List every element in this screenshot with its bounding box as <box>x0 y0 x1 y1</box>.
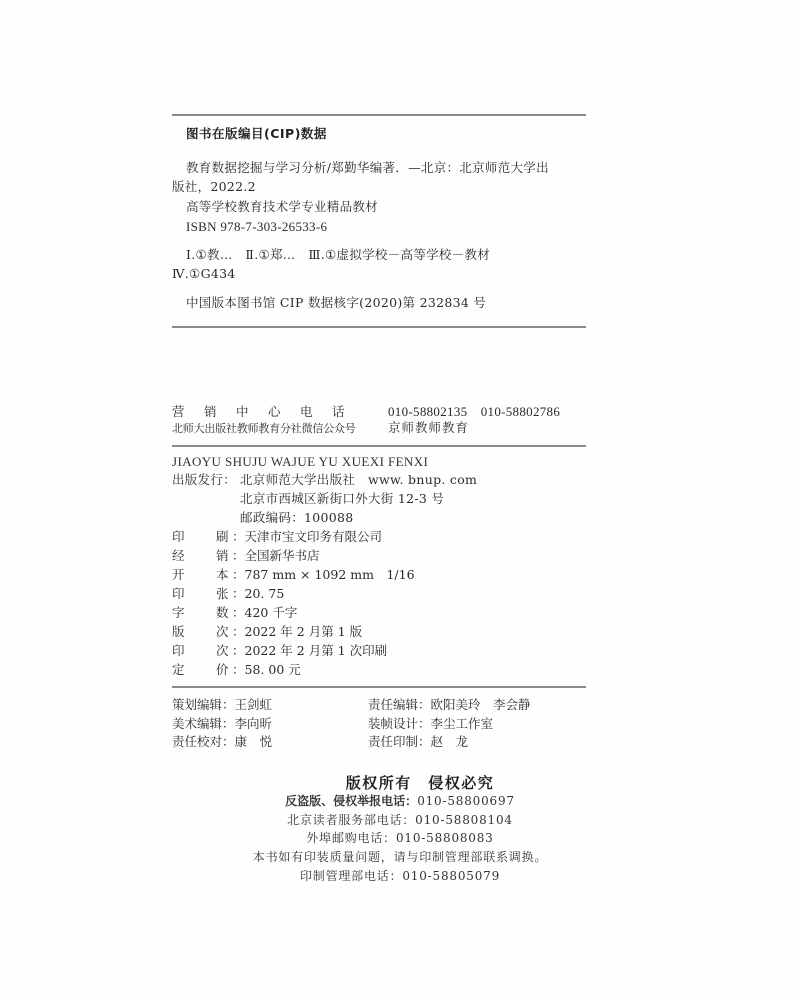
marketing-phones: 010-58802135 010-58802786 <box>388 404 561 419</box>
credits-right <box>368 696 531 752</box>
spec-price: 定 价 ：58. 00 元 <box>172 662 301 677</box>
publisher-address: 北京市西城区新街口外大街 12-3 号 <box>240 491 445 506</box>
credit-art-editor: 美术编辑：李向昕 <box>172 715 273 731</box>
anti-piracy-label: 反盗版、侵权举报电话： <box>285 794 418 808</box>
credit-print-manager: 责任印制：赵 龙 <box>368 734 469 749</box>
marketing-center-label: 营 销 中 心 电 话 <box>172 404 345 419</box>
spec-value: 天津市宝文印务有限公司 <box>244 529 383 544</box>
cip-isbn: ISBN 978-7-303-26533-6 <box>186 219 328 234</box>
spec-edition: 版 次 ：2022 年 2 月第 1 版 <box>172 624 363 639</box>
divider-imprint-bottom <box>172 686 586 688</box>
cip-subjects-line-2: Ⅳ.①G434 <box>172 266 236 281</box>
anti-piracy-hotline <box>0 792 800 811</box>
cip-heading: 图书在版编目(CIP)数据 <box>186 126 327 141</box>
spec-value: 2022 年 2 月第 1 次印刷 <box>244 643 388 658</box>
cip-number: 中国版本图书馆 CIP 数据核字(2020)第 232834 号 <box>186 295 487 310</box>
credit-responsible-editor: 责任编辑：欧阳美玲 李会静 <box>368 697 531 712</box>
spec-label: 印 刷 <box>172 529 229 544</box>
wechat-label: 北师大出版社教师教育分社微信公众号 <box>172 422 356 435</box>
divider-top <box>172 114 586 116</box>
reader-service-phone: 北京读者服务部电话：010-58808104 <box>287 813 513 827</box>
copyright-title: 版权所有 侵权必究 <box>345 774 495 792</box>
wechat-name: 京师教师教育 <box>388 420 470 435</box>
spec-printer: 印 刷 ：天津市宝文印务有限公司 <box>172 529 383 544</box>
anti-piracy-phone: 010-58800697 <box>417 794 515 808</box>
spec-value: 420 千字 <box>244 605 298 620</box>
credit-proofreader: 责任校对：康 悦 <box>172 734 273 749</box>
spec-sheets: 印 张 ：20. 75 <box>172 586 285 601</box>
credit-planning-editor: 策划编辑：王剑虹 <box>172 697 273 712</box>
spec-word-count: 字 数 ：420 千字 <box>172 605 298 620</box>
quality-notice: 本书如有印装质量问题，请与印制管理部联系调换。 <box>252 850 548 864</box>
spec-label: 开 本 <box>172 567 229 582</box>
divider-marketing-bottom <box>172 445 586 447</box>
spec-label: 经 销 <box>172 548 229 563</box>
cip-series: 高等学校教育技术学专业精品教材 <box>186 199 379 214</box>
spec-value: 2022 年 2 月第 1 版 <box>244 624 363 639</box>
spec-distributor: 经 销 ：全国新华书店 <box>172 548 320 563</box>
publisher-label: 出版发行： <box>172 472 237 487</box>
credit-cover-design: 装帧设计：李尘工作室 <box>368 715 494 731</box>
publisher-postcode: 邮政编码：100088 <box>240 510 354 525</box>
spec-label: 印 次 <box>172 643 229 658</box>
spec-label: 印 张 <box>172 586 229 601</box>
divider-cip-bottom <box>172 326 586 328</box>
mail-order-phone: 外埠邮购电话：010-58808083 <box>306 831 494 845</box>
credits-left <box>172 696 272 752</box>
print-management-phone: 印制管理部电话：010-58805079 <box>299 869 501 883</box>
publisher-name: 北京师范大学出版社 www. bnup. com <box>240 472 478 487</box>
spec-printing: 印 次 ：2022 年 2 月第 1 次印刷 <box>172 643 388 658</box>
spec-value: 787 mm × 1092 mm 1/16 <box>244 567 415 582</box>
cip-title-line-1: 教育数据挖掘与学习分析/郑勤华编著．—北京：北京师范大学出 <box>186 160 549 175</box>
spec-label: 字 数 <box>172 605 229 620</box>
spec-value: 全国新华书店 <box>244 548 320 563</box>
spec-value: 20. 75 <box>244 586 285 601</box>
spec-label: 版 次 <box>172 624 229 639</box>
pinyin-title: JIAOYU SHUJU WAJUE YU XUEXI FENXI <box>172 454 429 469</box>
cip-subjects-line-1: Ⅰ.①教… Ⅱ.①郑… Ⅲ.①虚拟学校－高等学校－教材 <box>186 247 491 262</box>
cip-title-line-2: 版社，2022.2 <box>172 179 256 194</box>
spec-format: 开 本 ：787 mm × 1092 mm 1/16 <box>172 567 415 582</box>
spec-value: 58. 00 元 <box>244 662 301 677</box>
spec-label: 定 价 <box>172 662 229 677</box>
